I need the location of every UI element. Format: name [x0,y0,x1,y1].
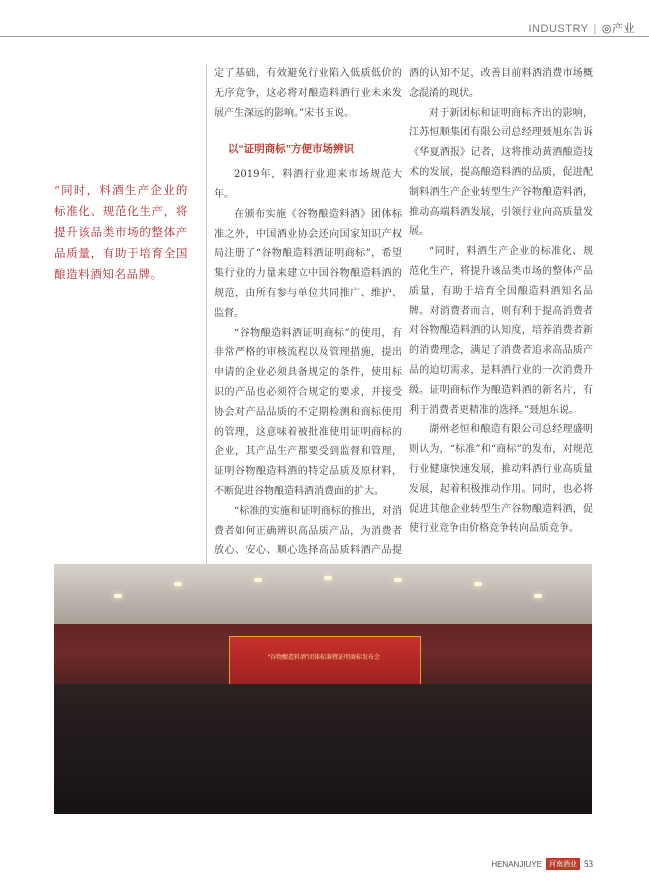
magazine-badge: 河南酒业 [546,858,580,870]
article-column-1 [206,64,402,601]
section-header [529,20,636,36]
page-footer [491,858,593,870]
conference-photo [54,564,592,814]
audience [54,684,592,814]
paragraph: 在颁布实施《谷物酿造料酒》团体标准之外，中国酒业协会还向国家知识产权局注册了“谷物酿造料酒证明商标”，希望集行业的力量来建立中国谷物酿造料酒的规范，由所有参与单位共同推广、维护、监督。 [214,208,402,319]
ceiling-light [534,594,542,598]
ceiling-light [254,578,262,582]
article-column-2 [409,64,593,539]
ceiling-light [324,576,332,580]
paragraph: 对于新团标和证明商标齐出的影响，江苏恒顺集团有限公司总经理聂旭东告诉《华夏酒报》记者，这将推动黄酒酿造技术的发展，提高酿造料酒的品质，促进配制料酒生产企业转型生产谷物酿造料酒，推动高端料酒发展，引领行业向高质量发展。 [409,107,593,238]
pull-quote: “同时，料酒生产企业的标准化、规范化生产，将提升该品类市场的整体产品质量，有助于培育全国酿造料酒知名品牌。 [54,183,188,281]
section-heading: 以“证明商标”方便市场辨识 [228,143,354,156]
section-label-en: INDUSTRY [528,23,589,35]
paragraph: “谷物酿造料酒证明商标”的使用，有非常严格的审核流程以及管理措施，提出申请的企业必须具备规定的条件，使用标识的产品也必须符合规定的要求，并接受协会对产品品质的不定期检测和商标使用的管理，这意味着被批准使用证明商标的企业，其产品生产都要受到监督和管理，证明谷物酿造料酒的特定品质及原材料，不断促进谷物酿造料酒消费面的扩大。 [214,327,402,497]
ceiling [54,564,592,624]
footer-site: HENANJIUYE [491,859,542,869]
ceiling-light [174,582,182,586]
section-separator: | [593,23,597,35]
paragraph: “同时，料酒生产企业的标准化、规范化生产，将提升该品类市场的整体产品质量，有助于培育全国酿造料酒知名品牌。对消费者而言，则有利于提高消费者对谷物酿造料酒的认知度，培养消费者新的消费理念，满足了消费者追求高品质产品的迫切需求，是料酒行业的一次消费升级。证明商标作为酿造料酒的新名片，有利于消费者更精准的选择。”聂旭东说。 [409,246,593,416]
paragraph: 酒的认知不足，改善目前料酒消费市场概念混淆的现状。 [409,68,593,99]
ceiling-light [474,582,482,586]
paragraph: “标准的实施和证明商标的推出，对消费者如何正确辨识高品质产品，为消费者放心、安心、顺心选择高品质料酒产品提 [214,505,402,557]
page-number: 53 [584,859,593,869]
stage-title: “谷物酿造料酒”团体标准暨证明商标发布会 [268,655,380,661]
ceiling-light [394,578,402,582]
header-rule [0,36,649,37]
ceiling-light [114,594,122,598]
paragraph: 湖州老恒和酿造有限公司总经理盛明则认为，“标准”和“商标”的发布，对规范行业健康快速发展，推动料酒行业高质量发展，起着积极推动作用。同时，也必将促进其他企业转型生产谷物酿造料酒，促使行业竞争由价格竞争转向品质竞争。 [409,424,593,535]
section-label-cn: ◎产业 [601,23,635,35]
paragraph: 2019年，料酒行业迎来市场规范大年。 [214,169,402,200]
paragraph: 定了基础，有效避免行业陷入低质低价的无序竞争，这必将对酿造料酒行业未来发展产生深远的影响。”宋书玉说。 [214,68,402,119]
